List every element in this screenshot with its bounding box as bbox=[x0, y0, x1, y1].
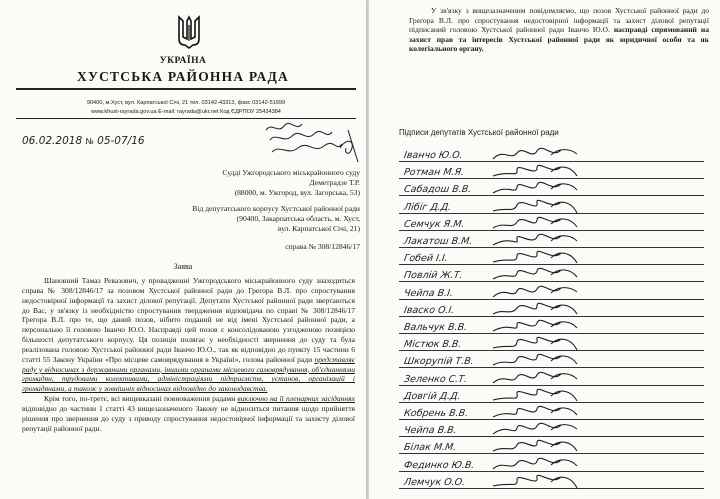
document-title: Заява bbox=[173, 262, 193, 271]
deputy-name: Шкорупій Т.В. bbox=[403, 356, 475, 368]
recipient-line: Судді Ужгородського міськрайонного суду bbox=[222, 168, 360, 177]
outgoing-number: 05-07/16 bbox=[97, 135, 145, 147]
conclusion-bold: насправді спрямований на захист прав та інтересів Хустської районної ради як юридичної особи та як колегіального органу. bbox=[409, 25, 709, 54]
sender-line: вул. Карпатської Січі, 21) bbox=[277, 224, 360, 234]
paragraph-1-underlined: представляє раду у відносинах з державними органами, іншими органами місцевого самоврядування, об'єднаннями громадян, трудовими колективами, адміністраціями підприємств, установ, організацій і громадянами, а також у зовнішніх відносинах відповідно до законодавства. bbox=[22, 354, 355, 394]
paragraph-2-underlined: виключно на її пленарних засіданнях bbox=[237, 394, 355, 404]
deputy-name: Сабадош В.В. bbox=[403, 184, 473, 196]
deputy-name: Чейпа В.В. bbox=[403, 425, 458, 437]
deputy-name: Семчук Я.М. bbox=[403, 218, 466, 230]
deputy-name: Містюк В.В. bbox=[403, 339, 463, 351]
handwritten-signature-icon bbox=[491, 231, 581, 249]
paragraph-2-text-a: Крім того, по-третє, всі вищевказані повноваження радами bbox=[44, 394, 236, 404]
outgoing-reference bbox=[22, 135, 145, 147]
handwritten-signature-icon bbox=[491, 472, 581, 490]
recipient-line: Деметрадзе Т.Р. bbox=[309, 178, 360, 188]
deputy-name: Гобей І.І. bbox=[403, 253, 449, 265]
deputy-name: Іванчо Ю.О. bbox=[403, 150, 464, 161]
contacts-line-2: www.khust-rayrada.gov.ua E-mail: rayrada@ukr.net Код ЄДРПОУ 25434384 bbox=[91, 109, 281, 115]
sender-block bbox=[170, 204, 360, 235]
handwritten-signature-icon bbox=[491, 403, 581, 421]
signature-row bbox=[399, 473, 704, 492]
council-title: ХУСТСЬКА РАЙОННА РАДА bbox=[77, 69, 289, 84]
statement-body bbox=[22, 276, 355, 434]
handwritten-signature-icon bbox=[491, 248, 581, 266]
handwritten-signature-icon bbox=[491, 334, 581, 352]
contacts-line-1: 90400, м.Хуст, вул. Карпатської Січі, 21 тел. 03142-43313, факс 03142-51699 bbox=[86, 100, 286, 106]
handwritten-signature-icon bbox=[491, 197, 581, 215]
deputy-name: Кобрень В.В. bbox=[403, 408, 469, 419]
deputy-name: Фединко Ю.В. bbox=[403, 459, 476, 471]
handwritten-signature-icon bbox=[491, 420, 581, 438]
handwritten-signature-icon bbox=[491, 351, 581, 369]
deputy-name: Лакатош В.М. bbox=[403, 236, 474, 247]
handwritten-signature-icon bbox=[491, 369, 581, 387]
paragraph-2-text-b: відповідно до частини 1 статті 43 вищезазначеного Закону не відноситься питання щодо прийняття рішення про звернення до суду з приводу спростування недостовірної інформації та захисту ділової репутації районної ради. bbox=[22, 403, 355, 433]
handwritten-signature-icon bbox=[491, 437, 581, 455]
outgoing-date: 06.02.2018 bbox=[22, 135, 83, 147]
handwritten-signature-icon bbox=[491, 162, 581, 180]
sender-line: Від депутатського корпусу Хустської районної ради bbox=[192, 204, 360, 213]
paragraph-1-text: Шановний Тамаз Ревазович, у провадженні Ужгородського міськрайонного суду знаходиться справа № 308/12846/17 за позовом Хустської районної ради до Грегора В.Л. про спростування недостовірної інформації та захист ділової репутації. Депутати Хустської районної ради звертаються до Вас, у зв'язку із необхідністю спростування твердження відповідача по справі № 308/12846/17 Грегора В.Л. про те, що даний позов, нібито поданий не від імені Хустської районної ради, а персонально її головою Іванчо Ю.О. Насправді цей позов є консолідованою узгодженою позицією більшості депутатського корпусу. Ця позиція полягає у необхідності звернення до суду та була реалізована головою Хустської районної ради Іванчо Ю.О., так як відповідно до пункту 15 частини 6 статті 55 Закону України «Про місцеве самоврядування в Україні», голова районної ради bbox=[22, 276, 355, 364]
handwritten-signature-icon bbox=[491, 179, 581, 197]
handwritten-signature-icon bbox=[491, 455, 581, 473]
handwritten-signature-icon bbox=[491, 300, 581, 318]
deputy-name: Зеленко С.Т. bbox=[403, 373, 468, 385]
case-number: справа № 308/12846/17 bbox=[285, 242, 360, 251]
signatures-heading: Підписи депутатів Хустської районної ради bbox=[399, 128, 559, 137]
paragraph-1 bbox=[22, 276, 355, 394]
deputy-name: Білак М.М. bbox=[403, 442, 458, 454]
paragraph-2 bbox=[22, 394, 355, 433]
handwritten-signature-icon bbox=[491, 145, 581, 163]
handwritten-signature-icon bbox=[491, 283, 581, 301]
deputy-name: Ротман М.Я. bbox=[403, 167, 465, 179]
deputy-name: Вальчук В.В. bbox=[403, 322, 468, 333]
recipient-line: (88000, м. Ужгород, вул. Загорська, 53) bbox=[234, 188, 360, 198]
handwritten-signature-icon bbox=[491, 265, 581, 283]
deputy-name: Повлій Ж.Т. bbox=[403, 270, 464, 282]
handwritten-signature-icon bbox=[491, 214, 581, 232]
deputy-name: Лібіг Д.Д. bbox=[403, 201, 452, 213]
deputy-name: Чейпа В.І. bbox=[403, 287, 454, 299]
handwritten-signature-icon bbox=[491, 317, 581, 335]
conclusion-text: У зв'язку з вищезазначеним повідомляємо, що позов Хустської районної ради до Грегора В.Л. про спростування недостовірної інформації та захист ділової репутації підписаний головою Хустської районної ради Іванчо Ю.О. bbox=[409, 6, 709, 35]
trident-icon bbox=[176, 15, 202, 49]
sender-line: (90400, Закарпатська область, м. Хуст, bbox=[236, 214, 360, 224]
outgoing-number-label: № bbox=[85, 137, 94, 146]
handwritten-signature-icon bbox=[491, 386, 581, 404]
deputy-name: Іваско О.І. bbox=[403, 304, 456, 316]
deputy-name: Лемчук О.О. bbox=[403, 476, 466, 488]
handwritten-resolution-icon bbox=[262, 118, 362, 164]
header-divider bbox=[16, 88, 356, 90]
deputy-name: Довгій Д.Д. bbox=[403, 390, 462, 402]
right-document-page bbox=[369, 0, 720, 499]
country-title: УКРАЇНА bbox=[159, 56, 207, 66]
conclusion-paragraph bbox=[409, 6, 709, 54]
recipient-block bbox=[170, 168, 360, 199]
